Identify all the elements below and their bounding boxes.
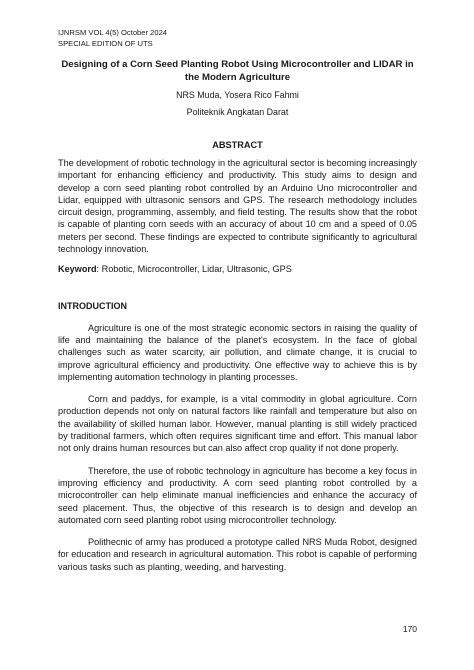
paper-title: Designing of a Corn Seed Planting Robot Using Microcontroller and LIDAR in the Modern Agriculture xyxy=(61,59,414,83)
affiliation: Politeknik Angkatan Darat xyxy=(186,107,289,117)
intro-paragraph-3: Therefore, the use of robotic technology in agriculture has become a key focus in improving efficiency and productivity. A corn seed planting robot controlled by a microcontroller can help eliminate manual inefficiencies and enhance the accuracy of seed placement. Thus, the objective of this research is to design and develop an automated corn seed planting robot using microcontroller technology. xyxy=(58,465,417,525)
keywords-list: : Robotic, Microcontroller, Lidar, Ultrasonic, GPS xyxy=(96,264,292,275)
abstract-text: The development of robotic technology in the agricultural sector is becoming increasingly important for enhancing efficiency and productivity. This study aims to design and develop a corn seed planting robot controlled by an Arduino Uno microcontroller and Lidar, equipped with ultrasonic sensors and GPS. The research methodology includes circuit design, programming, assembly, and field testing. The results show that the robot is capable of planting corn seeds with an accuracy of about 10 cm and a speed of 0.05 meters per second. These findings are expected to contribute significantly to agricultural technology innovation. xyxy=(58,158,417,255)
intro-paragraph-2: Corn and paddys, for example, is a vital commodity in global agriculture. Corn production depends not only on natural factors like rainfall and temperature but also on the availability of skilled human labor. However, manual planting is still widely practiced by traditional farmers, which often requires significant time and effort. This manual labor not only drains human resources but can also affect crop quality if not done properly. xyxy=(58,394,417,454)
intro-paragraph-1: Agriculture is one of the most strategic economic sectors in raising the quality of life and maintaining the balance of the planet's ecosystem. In the face of global challenges such as water scarcity, air pollution, and climate change, it is crucial to improve agricultural efficiency and productivity. One effective way to achieve this is by implementing automation technology in planting processes. xyxy=(58,322,417,382)
journal-edition: SPECIAL EDITION OF UTS xyxy=(58,38,153,48)
abstract-heading: ABSTRACT xyxy=(212,140,263,150)
authors: NRS Muda, Yosera Rico Fahmi xyxy=(176,90,299,100)
journal-header xyxy=(58,28,417,49)
keywords-label: Keyword xyxy=(58,264,97,275)
introduction-heading: INTRODUCTION xyxy=(58,300,127,311)
intro-paragraph-4: Polithecnic of army has produced a prototype called NRS Muda Robot, designed for education and research in agricultural automation. This robot is capable of performing various tasks such as planting, weeding, and harvesting. xyxy=(58,537,417,572)
journal-volume: IJNRSM VOL 4(5) October 2024 xyxy=(58,28,168,37)
keywords xyxy=(58,263,417,275)
page-number: 170 xyxy=(402,624,417,634)
